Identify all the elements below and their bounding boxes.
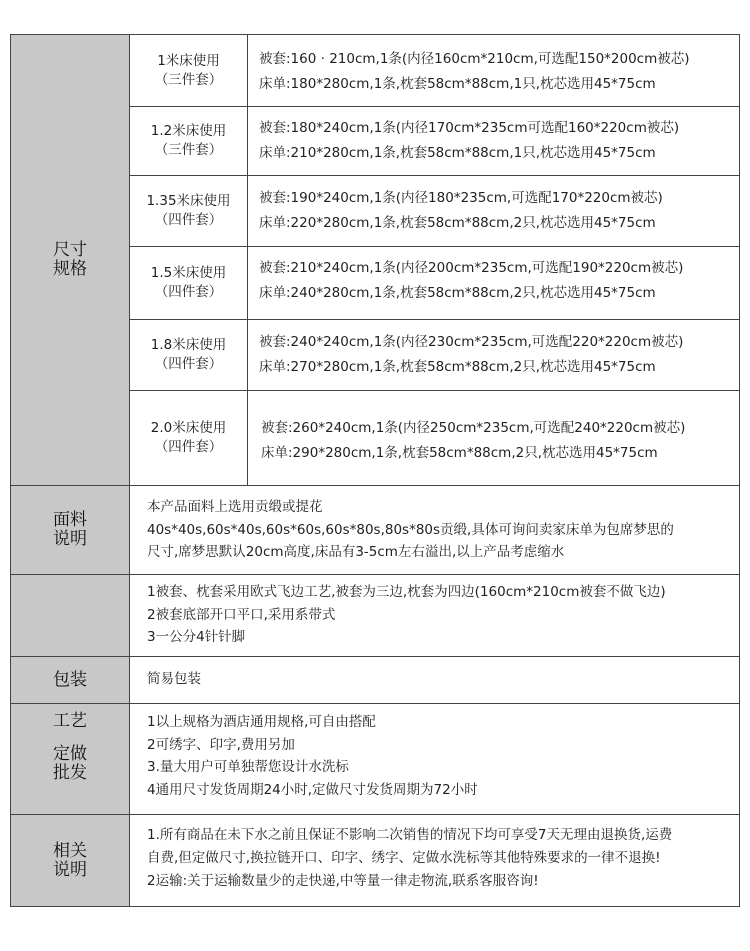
set-count: （三件套） — [154, 142, 223, 158]
craft-line: 2被套底部开口平口,采用系带式 — [147, 606, 336, 623]
bed-size: 1米床使用 — [157, 52, 220, 69]
set-count: （四件套） — [154, 212, 223, 228]
notes-label-cell — [11, 815, 130, 906]
duvet-spec: 被套:210*240cm,1条(内径200cm*235cm,可选配190*220cm被芯) — [259, 260, 684, 276]
bed-size-cell — [130, 35, 247, 106]
spec-cell — [259, 186, 733, 236]
set-count: （四件套） — [154, 284, 223, 300]
packaging-line: 简易包装 — [147, 671, 201, 687]
sheet-spec: 床单:290*280cm,1条,枕套58cm*88cm,2只,枕芯选用45*75cm — [261, 445, 658, 461]
craft-line: 3一公分4针针脚 — [147, 629, 246, 645]
custom-line: 1以上规格为酒店通用规格,可自由搭配 — [147, 714, 376, 730]
custom-label-line-1: 定做 — [53, 744, 87, 764]
column-divider — [247, 35, 248, 485]
craft-description — [147, 581, 733, 649]
sheet-spec: 床单:240*280cm,1条,枕套58cm*88cm,2只,枕芯选用45*75cm — [259, 285, 656, 301]
notes-label-line-1: 相关 — [53, 840, 87, 861]
custom-line: 3.量大用户可单独帮您设计水洗标 — [147, 759, 349, 775]
spec-cell — [259, 116, 733, 166]
custom-label-cell — [11, 704, 130, 814]
spec-cell — [261, 416, 733, 466]
fabric-line: 尺寸,席梦思默认20cm高度,床品有3-5cm左右溢出,以上产品考虑缩水 — [147, 544, 565, 560]
craft-label-cell — [11, 575, 130, 656]
spec-table — [10, 34, 740, 907]
bed-size-cell — [130, 247, 247, 319]
spec-cell — [259, 256, 733, 306]
fabric-line: 本产品面料上选用贡缎或提花 — [147, 499, 323, 515]
fabric-line: 40s*40s,60s*40s,60s*60s,60s*80s,80s*80s贡缎,具体可询问卖家床单为包席梦思的 — [147, 521, 674, 538]
packaging-label-cell — [11, 657, 130, 703]
sheet-spec: 床单:220*280cm,1条,枕套58cm*88cm,2只,枕芯选用45*75cm — [259, 215, 656, 231]
notes-line: 自费,但定做尺寸,换拉链开口、印字、绣字、定做水洗标等其他特殊要求的一律不退换! — [147, 850, 661, 866]
spec-cell — [259, 330, 733, 380]
bed-size-cell — [130, 391, 247, 485]
bed-size: 2.0米床使用 — [150, 420, 227, 436]
set-count: （四件套） — [154, 356, 223, 372]
sheet-spec: 床单:270*280cm,1条,枕套58cm*88cm,2只,枕芯选用45*75cm — [259, 359, 656, 375]
craft-line: 1被套、枕套采用欧式飞边工艺,被套为三边,枕套为四边(160cm*210cm被套不做飞边) — [147, 584, 666, 600]
custom-label-line-2: 批发 — [53, 763, 87, 783]
fabric-label-cell — [11, 486, 130, 574]
bed-size: 1.5米床使用 — [150, 265, 227, 281]
set-count: （四件套） — [154, 439, 223, 455]
duvet-spec: 被套:240*240cm,1条(内径230cm*235cm,可选配220*220cm被芯) — [259, 334, 684, 350]
size-label-line-2: 规格 — [53, 259, 87, 279]
bed-size: 1.8米床使用 — [150, 337, 227, 353]
duvet-spec: 被套:260*240cm,1条(内径250cm*235cm,可选配240*220cm被芯) — [261, 420, 686, 436]
set-count: （三件套） — [154, 71, 223, 88]
spec-cell — [259, 47, 733, 97]
custom-line: 4通用尺寸发货周期24小时,定做尺寸发货周期为72小时 — [147, 781, 478, 798]
size-label-line-1: 尺寸 — [53, 240, 87, 260]
fabric-label-line-2: 说明 — [53, 529, 87, 549]
sheet-spec: 床单:180*280cm,1条,枕套58cm*88cm,1只,枕芯选用45*75cm — [259, 76, 656, 92]
notes-line: 1.所有商品在未下水之前且保证不影响二次销售的情况下均可享受7天无理由退换货,运费 — [147, 827, 673, 843]
duvet-spec: 被套:190*240cm,1条(内径180*235cm,可选配170*220cm被芯) — [259, 190, 663, 206]
bed-size-cell — [130, 176, 247, 246]
fabric-label-line-1: 面料 — [53, 510, 87, 530]
custom-description — [147, 711, 733, 801]
sheet-spec: 床单:210*280cm,1条,枕套58cm*88cm,1只,枕芯选用45*75cm — [259, 145, 656, 161]
bed-size-cell — [130, 320, 247, 390]
fabric-description — [147, 496, 733, 564]
notes-description — [147, 824, 733, 893]
packaging-label: 包装 — [53, 669, 87, 690]
duvet-spec: 被套:160 · 210cm,1条(内径160cm*210cm,可选配150*200cm被芯) — [259, 51, 690, 67]
packaging-description — [147, 668, 733, 691]
bed-size: 1.2米床使用 — [150, 123, 227, 139]
notes-line: 2运输:关于运输数量少的走快递,中等量一律走物流,联系客服咨询! — [147, 873, 539, 889]
notes-label-line-2: 说明 — [53, 859, 87, 880]
bed-size-cell — [130, 107, 247, 175]
custom-line: 2可绣字、印字,费用另加 — [147, 736, 295, 753]
bed-size: 1.35米床使用 — [146, 193, 231, 209]
size-label-cell — [11, 35, 130, 485]
duvet-spec: 被套:180*240cm,1条(内径170cm*235cm可选配160*220cm被芯) — [259, 120, 680, 136]
custom-label-top: 工艺 — [53, 711, 87, 731]
